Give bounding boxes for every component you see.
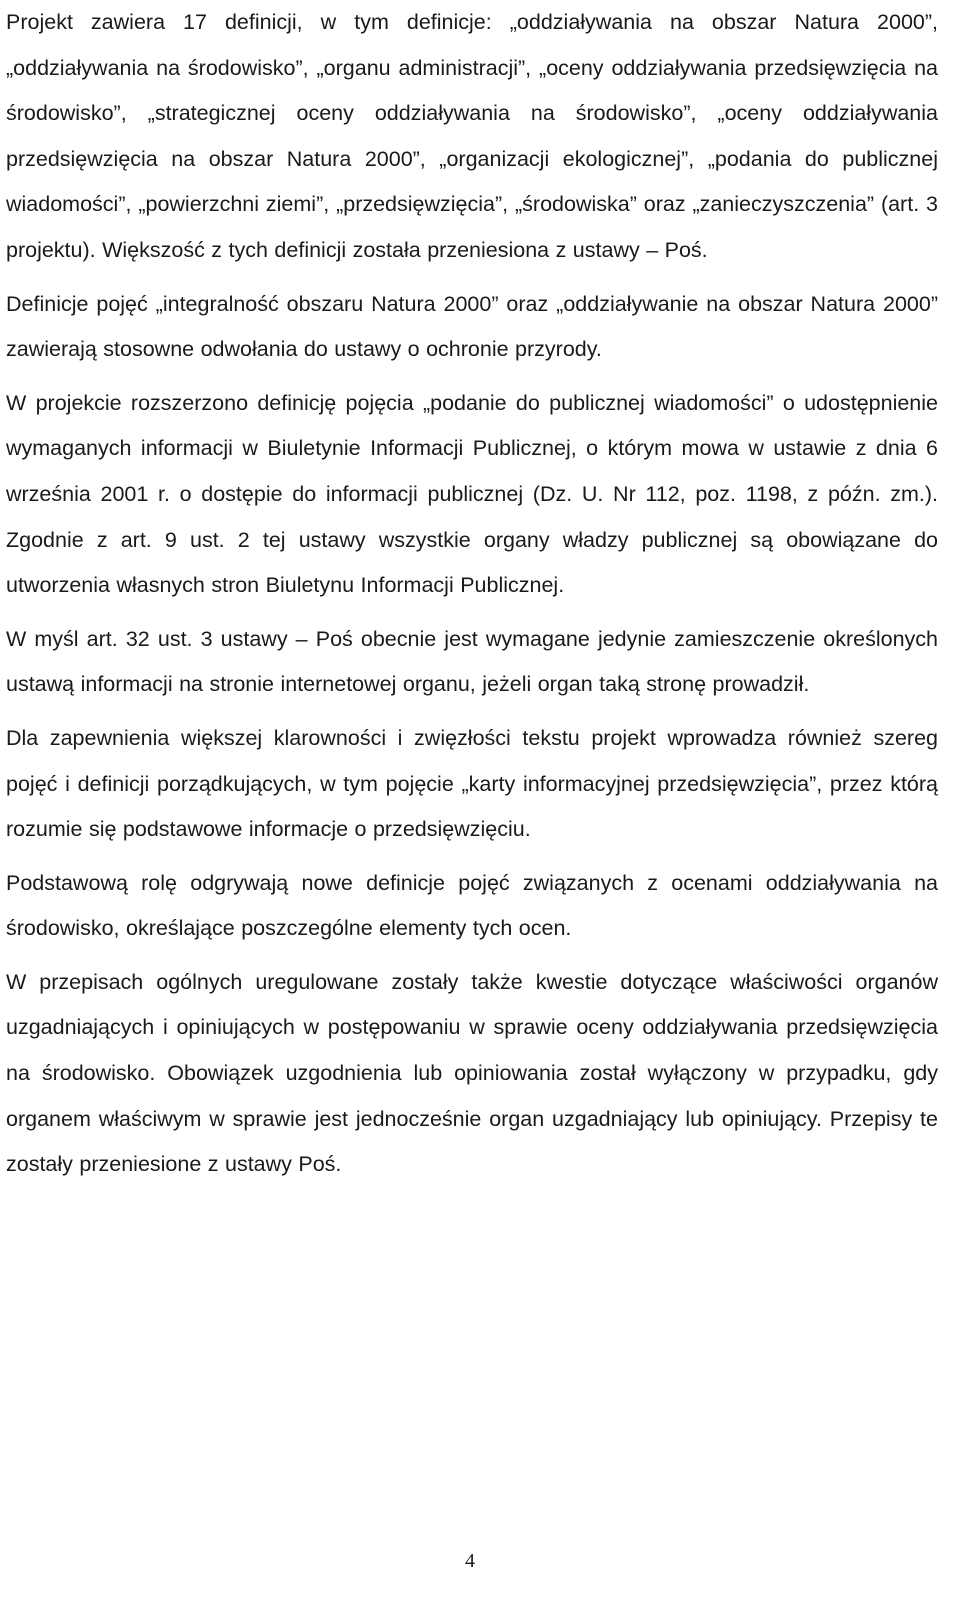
paragraph-assessment-definitions: Podstawową rolę odgrywają nowe definicje pojęć związanych z ocenami oddziaływania na środowisko, określające poszczególne elementy tych ocen.: [6, 870, 938, 941]
page-number: 4: [465, 1550, 475, 1572]
body-text: [6, 0, 938, 1196]
paragraph-natura-definitions: Definicje pojęć „integralność obszaru Natura 2000” oraz „oddziaływanie na obszar Natura 2000” zawierają stosowne odwołania do ustawy o ochronie przyrody.: [6, 291, 938, 362]
paragraph-general-provisions: W przepisach ogólnych uregulowane zostały także kwestie dotyczące właściwości organów uzgadniających i opiniujących w postępowaniu w sprawie oceny oddziaływania przedsięwzięcia na środowisko. Obowiązek uzgodnienia lub opiniowania został wyłączony w przypadku, gdy organem właściwym w sprawie jest jednocześnie organ uzgadniający lub opiniujący. Przepisy te zostały przeniesione z ustawy Poś.: [6, 969, 938, 1177]
paragraph-definitions: Projekt zawiera 17 definicji, w tym definicje: „oddziaływania na obszar Natura 2000”, „oddziaływania na środowisko”, „organu administracji”, „oceny oddziaływania przedsięwzięcia na środowisko”, „strategicznej oceny oddziaływania na środowisko”, „oceny oddziaływania przedsięwzięcia na obszar Natura 2000”, „organizacji ekologicznej”, „podania do publicznej wiadomości”, „powierzchni ziemi”, „przedsięwzięcia”, „środowiska” oraz „zanieczyszczenia” (art. 3 projektu). Większość z tych definicji została przeniesiona z ustawy – Poś.: [6, 10, 938, 262]
paragraph-clarity: Dla zapewnienia większej klarowności i zwięzłości tekstu projekt wprowadza również szereg pojęć i definicji porządkujących, w tym pojęcie „karty informacyjnej przedsięwzięcia”, przez którą rozumie się podstawowe informacje o przedsięwzięciu.: [6, 725, 938, 842]
paragraph-article-32: W myśl art. 32 ust. 3 ustawy – Poś obecnie jest wymagane jedynie zamieszczenie określonych ustawą informacji na stronie internetowej organu, jeżeli organ taką stronę prowadził.: [6, 626, 938, 697]
paragraph-public-information: W projekcie rozszerzono definicję pojęcia „podanie do publicznej wiadomości” o udostępnienie wymaganych informacji w Biuletynie Informacji Publicznej, o którym mowa w ustawie z dnia 6 września 2001 r. o dostępie do informacji publicznej (Dz. U. Nr 112, poz. 1198, z późn. zm.). Zgodnie z art. 9 ust. 2 tej ustawy wszystkie organy władzy publicznej są obowiązane do utworzenia własnych stron Biuletynu Informacji Publicznej.: [6, 390, 938, 598]
